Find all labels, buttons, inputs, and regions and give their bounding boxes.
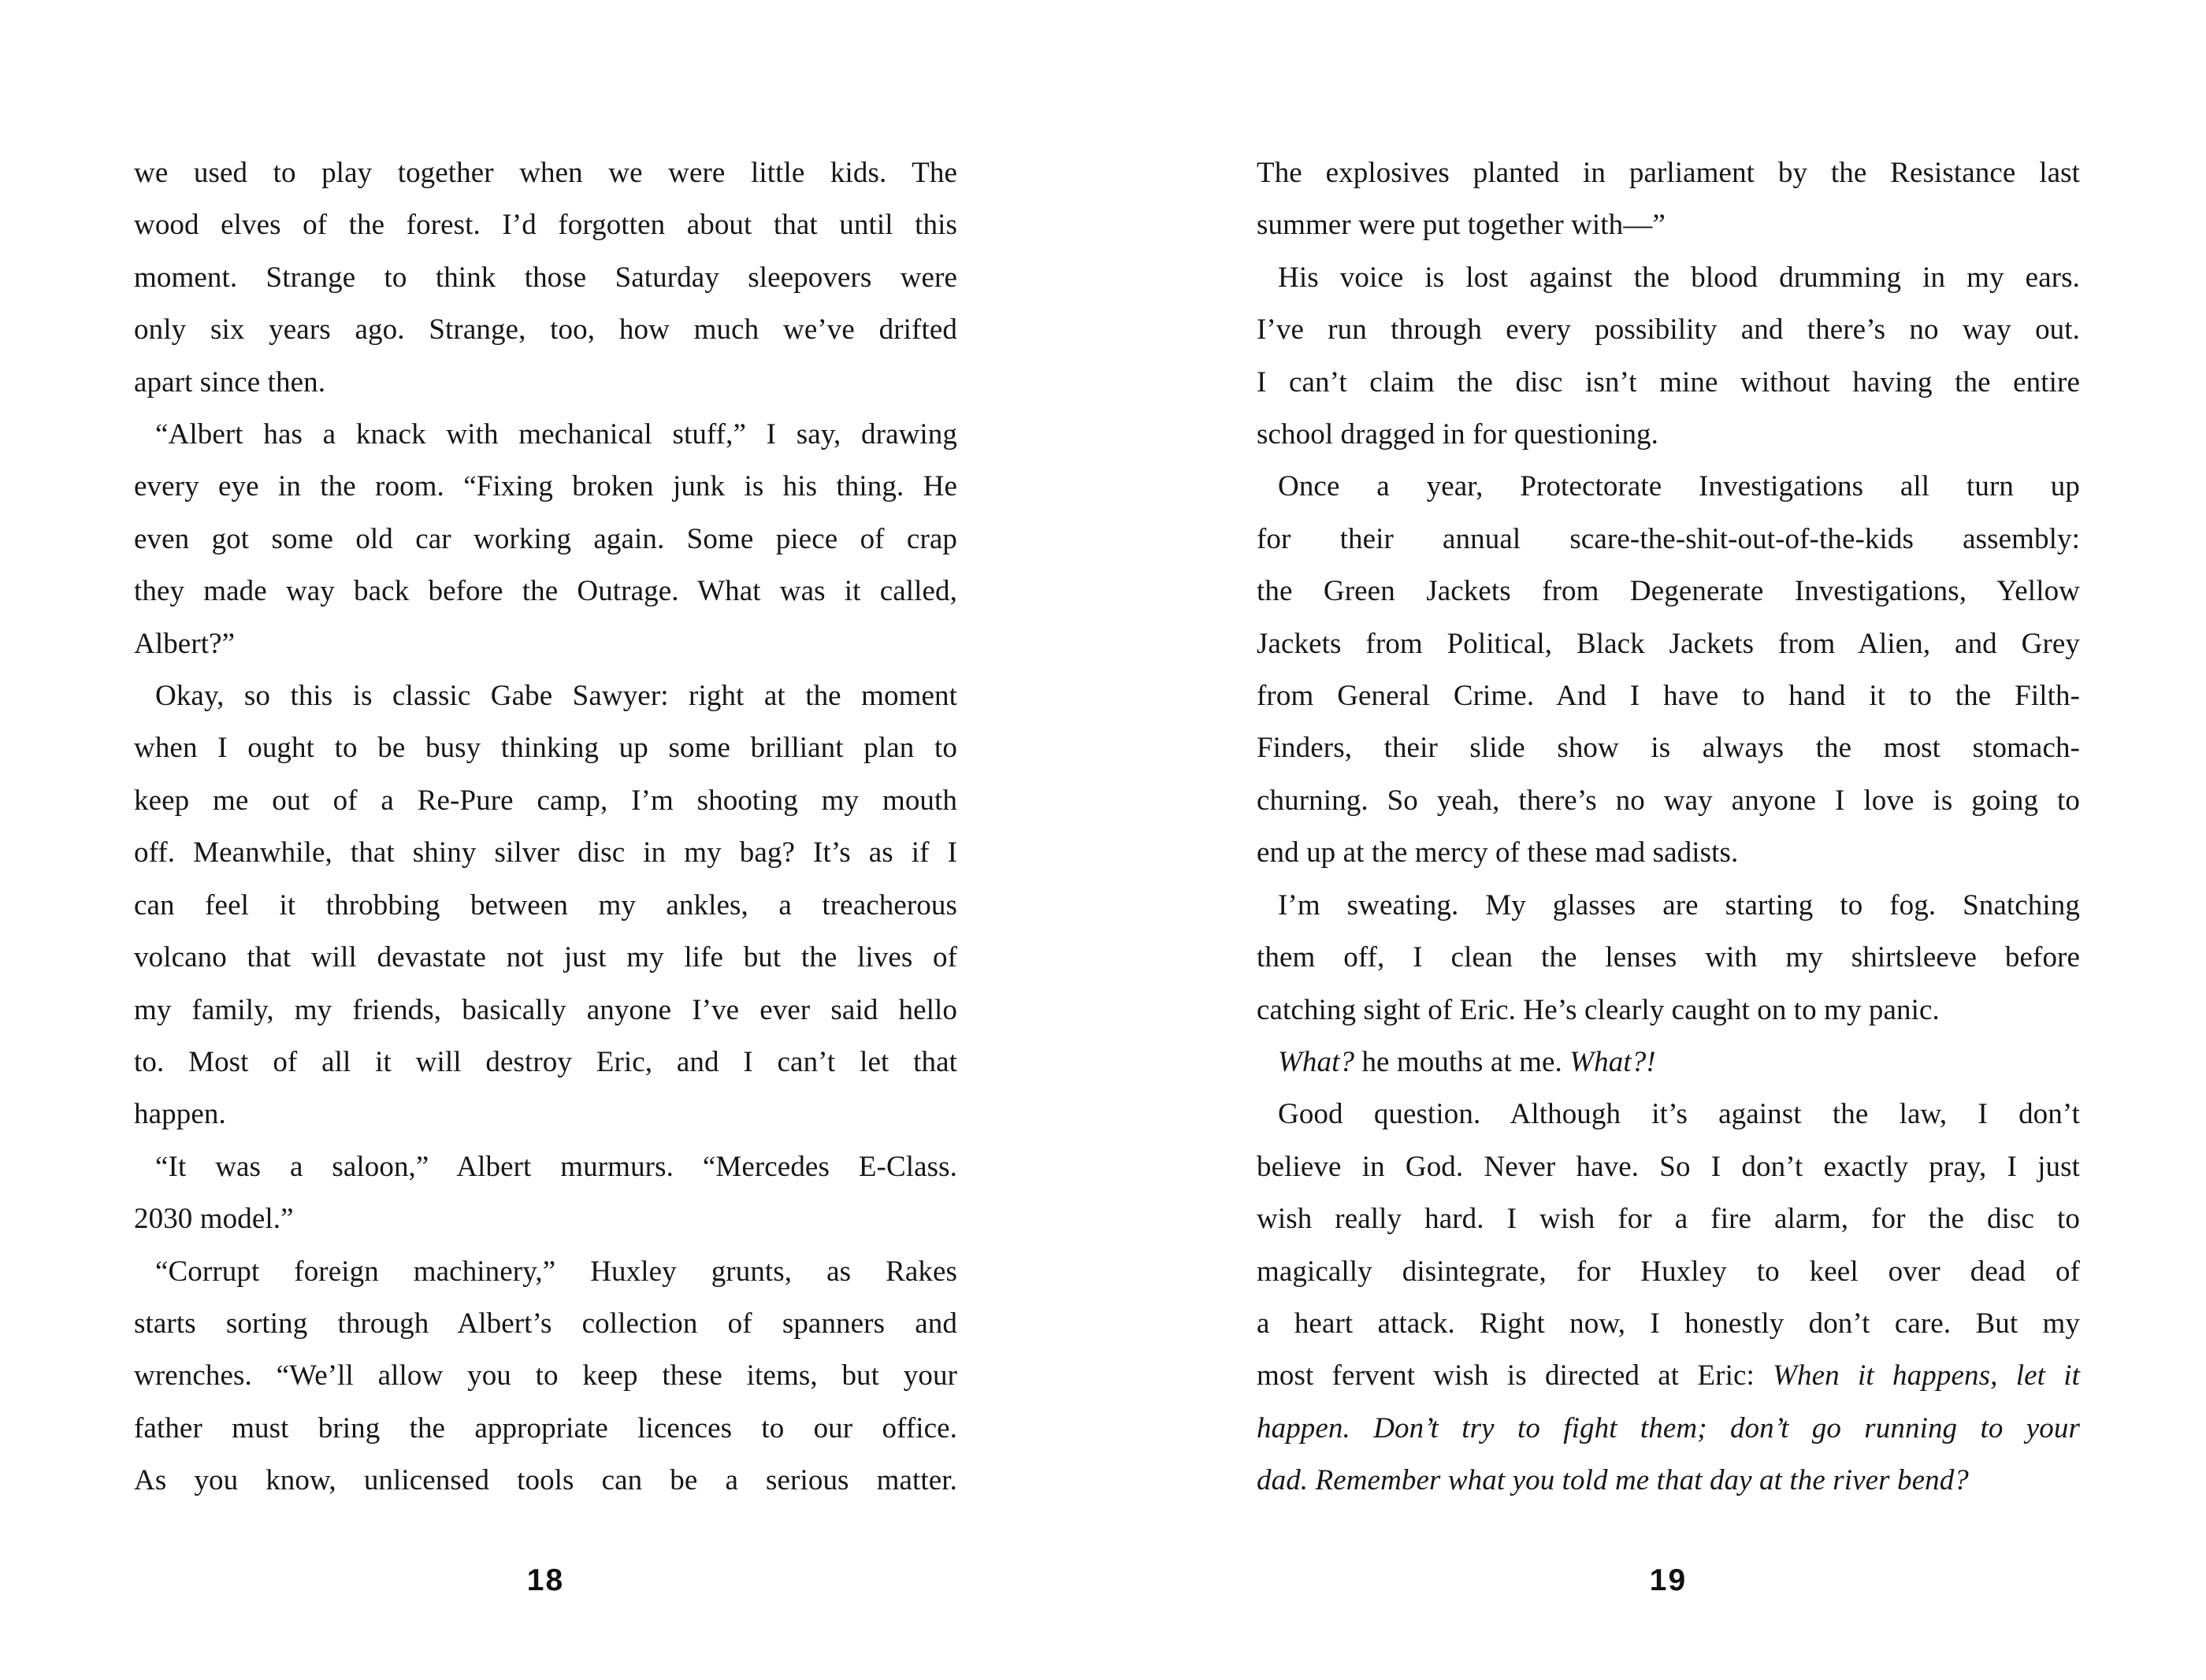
text-line: my family, my friends, basically anyone I’ve ever said hello	[134, 993, 957, 1026]
text-line: from General Crime. And I have to hand it to the Filth-	[1257, 680, 2080, 713]
text-line: catching sight of Eric. He’s clearly caught on to my panic.	[1257, 993, 1940, 1026]
paragraph	[1257, 1088, 2080, 1507]
text-line: “Albert has a knack with mechanical stuff,” I say, drawing	[155, 418, 957, 451]
text-line: when I ought to be busy thinking up some brilliant plan to	[134, 732, 957, 765]
page-number-left: 18	[526, 1563, 565, 1597]
text-line: off. Meanwhile, that shiny silver disc in my bag? It’s as if I	[134, 836, 957, 870]
text-line: starts sorting through Albert’s collection of spanners and	[134, 1307, 957, 1340]
text-line: we used to play together when we were little kids. The	[134, 157, 957, 189]
text-line: father must bring the appropriate licences to our office.	[134, 1411, 957, 1445]
regular-text: most fervent wish is directed at Eric:	[1257, 1359, 1773, 1393]
text-line: The explosives planted in parliament by the Resistance last	[1257, 157, 2080, 189]
text-line: every eye in the room. “Fixing broken junk is his thing. He	[134, 470, 957, 503]
paragraph	[134, 409, 957, 670]
italic-text: What?!	[1569, 1045, 1656, 1078]
text-line: Finders, their slide show is always the most stomach-	[1257, 732, 2080, 765]
paragraph	[134, 1141, 957, 1246]
text-line: Jackets from Political, Black Jackets from Alien, and Grey	[1257, 627, 2080, 660]
text-line: Good question. Although it’s against the law, I don’t	[1278, 1098, 2080, 1131]
text-line: summer were put together with—”	[1257, 209, 1666, 242]
text-line: moment. Strange to think those Saturday sleepovers were	[134, 261, 957, 294]
page-number-right: 19	[1649, 1563, 1688, 1597]
text-line: I’ve run through every possibility and there’s no way out.	[1257, 313, 2080, 347]
italic-text: What?	[1278, 1045, 1355, 1078]
text-line	[1257, 1403, 2080, 1455]
paragraph	[1257, 252, 2080, 462]
text-line: Albert?”	[134, 627, 236, 660]
text-line: can feel it throbbing between my ankles, a treacherous	[134, 888, 957, 922]
text-line: I’m sweating. My glasses are starting to fog. Snatching	[1278, 888, 2080, 922]
italic-text: happen. Don’t try to fight them; don’t go running to your	[1257, 1411, 2080, 1445]
text-line	[1257, 1350, 2080, 1402]
paragraph	[134, 147, 957, 409]
paragraph	[134, 1246, 957, 1508]
text-line	[1257, 1455, 2080, 1507]
text-line: the Green Jackets from Degenerate Investigations, Yellow	[1257, 575, 2080, 608]
text-line: “Corrupt foreign machinery,” Huxley grunts, as Rakes	[155, 1255, 957, 1288]
paragraph	[1257, 461, 2080, 879]
text-line: As you know, unlicensed tools can be a serious matter.	[134, 1464, 957, 1497]
paragraph	[1257, 880, 2080, 1037]
italic-text: dad. Remember what you told me that day at the river bend?	[1257, 1464, 1969, 1497]
text-line: Once a year, Protectorate Investigations all turn up	[1278, 470, 2080, 503]
italic-text: When it happens, let it	[1773, 1359, 2080, 1393]
text-line: school dragged in for questioning.	[1257, 418, 1658, 451]
text-line: I can’t claim the disc isn’t mine without having the entire	[1257, 365, 2080, 399]
text-line: they made way back before the Outrage. What was it called,	[134, 575, 957, 608]
text-line: 2030 model.”	[134, 1203, 294, 1236]
text-line: wrenches. “We’ll allow you to keep these items, but your	[134, 1359, 957, 1393]
text-line: for their annual scare-the-shit-out-of-the-kids assembly:	[1257, 522, 2080, 555]
text-line: end up at the mercy of these mad sadists.	[1257, 836, 1739, 870]
paragraph	[134, 670, 957, 1141]
text-line: only six years ago. Strange, too, how much we’ve drifted	[134, 313, 957, 347]
text-line: to. Most of all it will destroy Eric, and I can’t let that	[134, 1045, 957, 1078]
right-page-text-column	[1257, 147, 2080, 1508]
text-line: believe in God. Never have. So I don’t exactly pray, I just	[1257, 1150, 2080, 1183]
text-line: wish really hard. I wish for a fire alarm, for the disc to	[1257, 1203, 2080, 1236]
text-line: them off, I clean the lenses with my shirtsleeve before	[1257, 941, 2080, 974]
text-line: even got some old car working again. Some piece of crap	[134, 522, 957, 555]
text-line: volcano that will devastate not just my life but the lives of	[134, 941, 957, 974]
regular-text: he mouths at me.	[1354, 1045, 1570, 1078]
paragraph	[1257, 1037, 2080, 1088]
text-line: churning. So yeah, there’s no way anyone I love is going to	[1257, 784, 2080, 817]
text-line: His voice is lost against the blood drumming in my ears.	[1278, 261, 2080, 294]
text-line: a heart attack. Right now, I honestly don’t care. But my	[1257, 1307, 2080, 1340]
paragraph	[1257, 147, 2080, 252]
text-line: wood elves of the forest. I’d forgotten about that until this	[134, 209, 957, 242]
left-page-text-column	[134, 147, 957, 1508]
text-line: “It was a saloon,” Albert murmurs. “Mercedes E-Class.	[155, 1150, 957, 1183]
text-line: happen.	[134, 1098, 226, 1131]
text-line: keep me out of a Re-Pure camp, I’m shooting my mouth	[134, 784, 957, 817]
text-line	[1257, 1037, 2080, 1088]
text-line: apart since then.	[134, 365, 326, 399]
text-line: magically disintegrate, for Huxley to keel over dead of	[1257, 1255, 2080, 1288]
text-line: Okay, so this is classic Gabe Sawyer: right at the moment	[155, 680, 957, 713]
